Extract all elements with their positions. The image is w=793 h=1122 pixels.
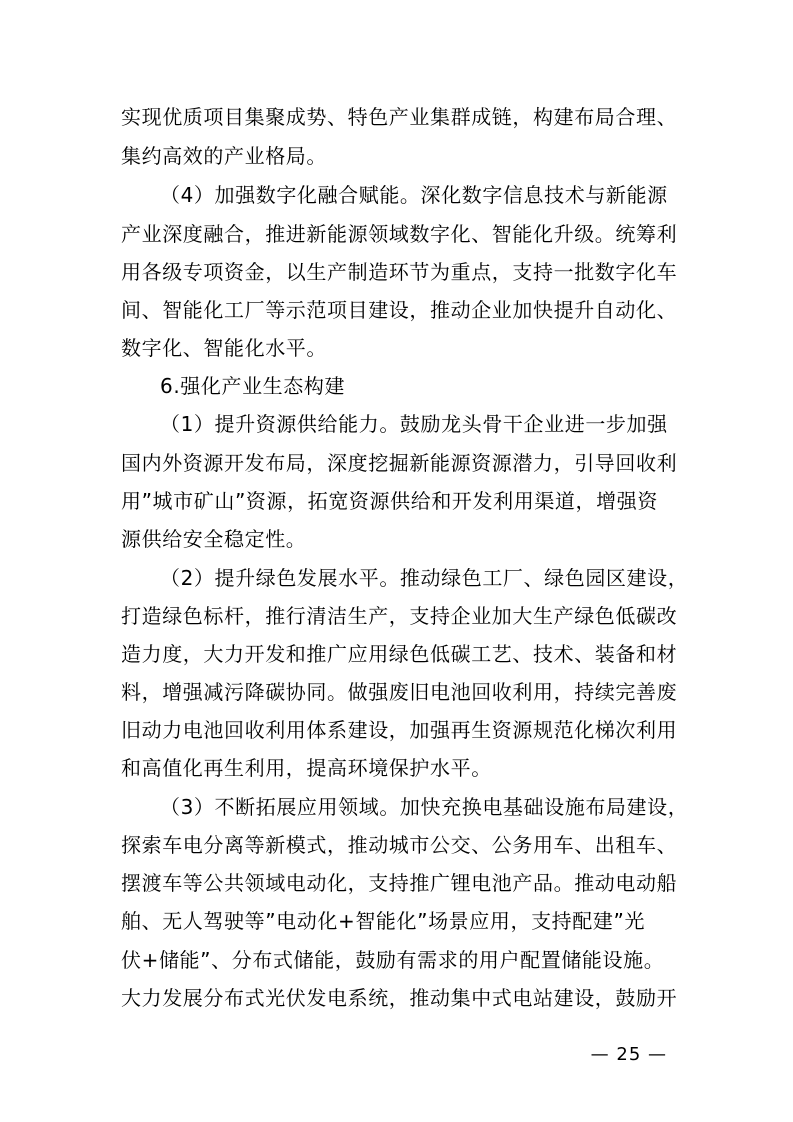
paragraph-line: 大力发展分布式光伏发电系统，推动集中式电站建设，鼓励开 — [121, 986, 678, 1010]
paragraph-line: （3）不断拓展应用领域。加快充换电基础设施布局建设， — [160, 795, 689, 819]
paragraph-line: 打造绿色标杆，推行清洁生产，支持企业加大生产绿色低碳改 — [121, 604, 678, 628]
paragraph-line: 产业深度融合，推进新能源领域数字化、智能化升级。统筹利 — [121, 222, 678, 246]
paragraph-line: 数字化、智能化水平。 — [121, 336, 327, 360]
paragraph-line: 间、智能化工厂等示范项目建设，推动企业加快提升自动化、 — [121, 298, 678, 322]
paragraph-line: 国内外资源开发布局，深度挖掘新能源资源潜力，引导回收利 — [121, 451, 678, 475]
paragraph-line: 伏+储能”、分布式储能，鼓励有需求的用户配置储能设施。 — [121, 948, 665, 972]
paragraph-line: （4）加强数字化融合赋能。深化数字信息技术与新能源 — [160, 183, 668, 207]
paragraph-line: 造力度，大力开发和推广应用绿色低碳工艺、技术、装备和材 — [121, 642, 678, 666]
paragraph-line: 料，增强减污降碳协同。做强废旧电池回收利用，持续完善废 — [121, 680, 678, 704]
paragraph-line: 和高值化再生利用，提高环境保护水平。 — [121, 756, 492, 780]
paragraph-line: 用各级专项资金，以生产制造环节为重点，支持一批数字化车 — [121, 260, 678, 284]
paragraph-line: 舶、无人驾驶等”电动化+智能化”场景应用，支持配建”光 — [121, 909, 646, 933]
paragraph-line: 实现优质项目集聚成势、特色产业集群成链，构建布局合理、 — [121, 105, 678, 129]
paragraph-line: 旧动力电池回收利用体系建设，加强再生资源规范化梯次利用 — [121, 718, 678, 742]
paragraph-line: （2）提升绿色发展水平。推动绿色工厂、绿色园区建设， — [160, 566, 689, 590]
section-heading: 6.强化产业生态构建 — [160, 374, 346, 398]
paragraph-line: 集约高效的产业格局。 — [121, 144, 327, 168]
paragraph-line: 探索车电分离等新模式，推动城市公交、公务用车、出租车、 — [121, 833, 678, 857]
paragraph-line: （1）提升资源供给能力。鼓励龙头骨干企业进一步加强 — [160, 412, 668, 436]
paragraph-line: 源供给安全稳定性。 — [121, 527, 307, 551]
paragraph-line: 摆渡车等公共领域电动化，支持推广锂电池产品。推动电动船 — [121, 871, 678, 895]
paragraph-line: 用”城市矿山”资源，拓宽资源供给和开发利用渠道，增强资 — [121, 489, 658, 513]
page-number: — 25 — — [590, 1044, 667, 1065]
